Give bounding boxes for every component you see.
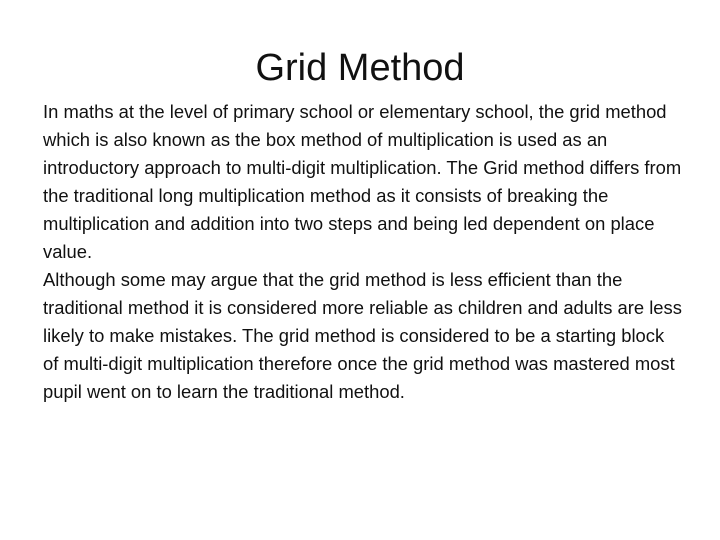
body-paragraph-argument: Although some may argue that the grid method is less efficient than the traditional method it is considered more reliable as children and adults are less likely to make mistakes. The grid method is considered to be a starting block of multi-digit multiplication therefore once the grid method was mastered most pupil went on to learn the traditional method. (43, 269, 682, 402)
slide-title: Grid Method (255, 47, 465, 89)
slide-body (43, 98, 683, 406)
body-paragraph-intro: In maths at the level of primary school or elementary school, the grid method which is also known as the box method of multiplication is used as an introductory approach to multi-digit multiplication. The Grid method differs from the traditional long multiplication method as it consists of breaking the multiplication and addition into two steps and being led dependent on place value. (43, 101, 682, 262)
